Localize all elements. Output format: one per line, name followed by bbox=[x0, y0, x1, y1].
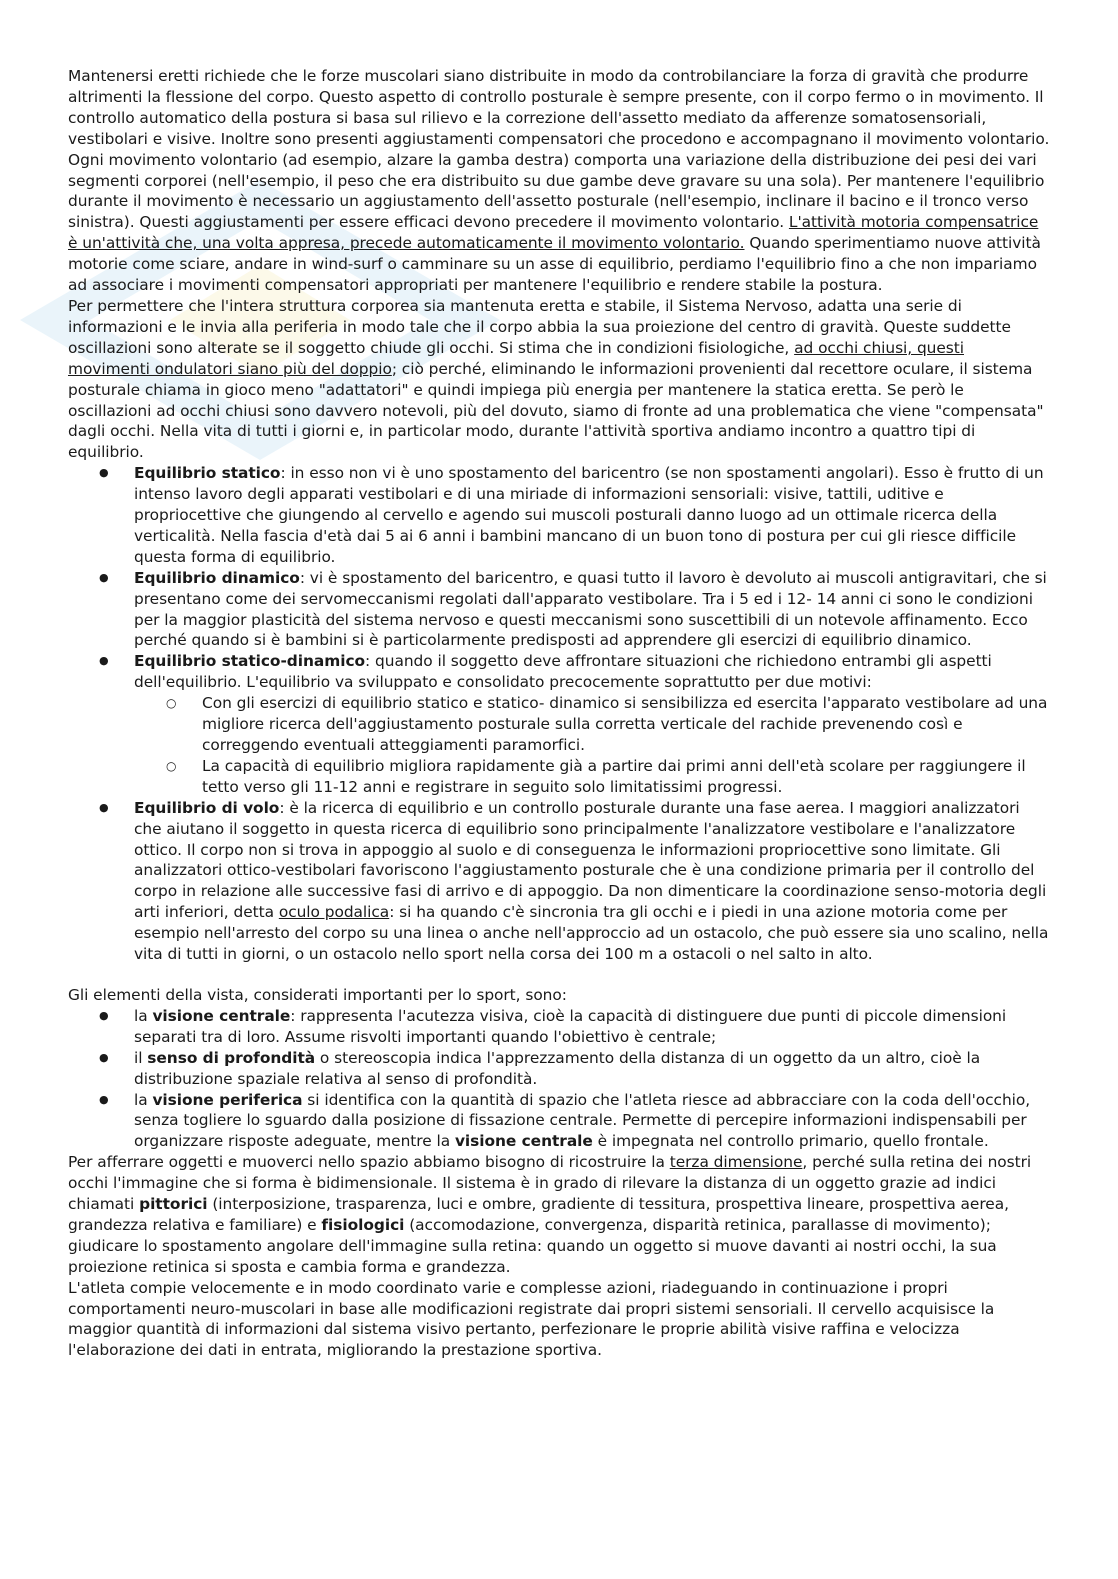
text-run: è impegnata nel controllo primario, quello frontale. bbox=[592, 1132, 989, 1151]
sublist-item: ○ Con gli esercizi di equilibrio statico e statico- dinamico si sensibilizza ed esercita l'apparato vestibolare ad una migliore ricerca dell'aggiustamento posturale sulla corretta verticale del rachide prevenendo così e correggendo eventuali atteggiamenti paramorfici. bbox=[202, 693, 1050, 756]
text-run: : vi è spostamento del baricentro, e quasi tutto il lavoro è devoluto ai muscoli antigravitari, che si presentano come dei servomeccanismi regolati dall'apparato vestibolare. Tra i 5 ed i 12- 14 anni ci sono le condizioni per la maggior plasticità del sistema nervoso e questi meccanismi sono suscettibili di un notevole affinamento. Ecco perché quando si è bambini si è particolarmente predisposti ad apprendere gli esercizi di equilibrio dinamico. bbox=[134, 568, 1047, 650]
text-run: : è la ricerca di equilibrio e un controllo posturale durante una fase aerea. I maggiori analizzatori che aiutano il soggetto in questa ricerca di equilibrio sono principalmente l'analizzatore vestibolare e l'analizzatore ottico. Il corpo non si trova in appoggio al suolo e di conseguenza le informazioni propriocettive sono limitate. Gli analizzatori ottico-vestibolari favoriscono l'aggiustamento posturale che è una condizione primaria per il controllo del corpo in relazione alle successive fasi di arrivo e di appoggio. Da non dimenticare la coordinazione senso-motoria degli arti inferiori, detta bbox=[134, 798, 1047, 922]
text-run: (interposizione, trasparenza, luci e ombre, gradiente di tessitura, prospettiva lineare, prospettiva aerea, grandezza relativa e familiare) e bbox=[68, 1195, 1009, 1234]
term-bold: visione periferica bbox=[152, 1090, 303, 1109]
document-page bbox=[68, 66, 1050, 1361]
term-bold: Equilibrio statico bbox=[134, 464, 281, 483]
list-item-equilibrio-statico-dinamico bbox=[134, 651, 1050, 797]
paragraph-controllo-posturale: Mantenersi eretti richiede che le forze muscolari siano distribuite in modo da controbilanciare la forza di gravità che produrre altrimenti la flessione del corpo. Questo aspetto di controllo posturale è sempre presente, con il corpo fermo o in movimento. Il controllo automatico della postura si basa sul rilievo e la correzione dell'assetto mediato da afferenze somatosensoriali, vestibolari e visive. Inoltre sono presenti aggiustamenti compensatori che procedono e accompagnano il movimento volontario. bbox=[68, 67, 1050, 148]
equilibri-list bbox=[68, 463, 1050, 965]
sublist-item: ○ La capacità di equilibrio migliora rapidamente già a partire dai primi anni dell'età scolare per raggiungere il tetto verso gli 11-12 anni e registrare in seguito solo limitatissimi progressi. bbox=[202, 756, 1050, 798]
text-run: : in esso non vi è uno spostamento del baricentro (se non spostamenti angolari). Esso è frutto di un intenso lavoro degli apparati vestibolari e di una miriade di informazioni sensoriali: visive, tattili, uditive e propriocettive che giungendo al cervello e agendo sui muscoli posturali danno luogo ad un ottimale ricerca della verticalità. Nella fascia d'età dai 5 ai 6 anni i bambini mancano di un buon tono di postura per cui gli riesce difficile questa forma di equilibrio. bbox=[134, 464, 1044, 566]
text-run: si identifica con la quantità di spazio che l'atleta riesce ad abbracciare con la coda dell'occhio, senza togliere lo sguardo dalla posizione di fissazione centrale. Permette di percepire informazioni indispensabili per organizzare risposte adeguate, mentre la bbox=[134, 1090, 1031, 1151]
text-run: : quando il soggetto deve affrontare situazioni che richiedono entrambi gli aspetti dell'equilibrio. L'equilibrio va sviluppato e consolidato precocemente soprattutto per due motivi: bbox=[134, 652, 992, 692]
motivi-sublist bbox=[134, 693, 1050, 798]
text-run: ; ciò perché, eliminando le informazioni provenienti dal recettore oculare, il sistema posturale chiama in gioco meno "adattatori" e quindi impiega più energia per mantenere la statica eretta. Se però le oscillazioni ad occhi chiusi sono davvero notevoli, più del dovuto, siamo di fronte ad una problematica che viene "compensata" dagli occhi. Nella vita di tutti i giorni e, in particolar modo, durante l'attività sportiva andiamo incontro a quattro tipi di equilibrio. bbox=[68, 359, 1044, 462]
list-item-senso-di-profondita bbox=[134, 1048, 1050, 1090]
list-item-visione-centrale bbox=[134, 1006, 1050, 1048]
list-item-visione-periferica bbox=[134, 1090, 1050, 1153]
text-run: la bbox=[134, 1090, 153, 1109]
underlined-text: terza dimensione bbox=[669, 1153, 803, 1172]
term-bold: Equilibrio dinamico bbox=[134, 568, 300, 587]
term-bold: visione centrale bbox=[454, 1132, 593, 1151]
list-item-equilibrio-dinamico bbox=[134, 568, 1050, 652]
paragraph-terza-dimensione bbox=[68, 1152, 1050, 1277]
text-run: Ogni movimento volontario (ad esempio, alzare la gamba destra) comporta una variazione della distribuzione dei pesi dei vari segmenti corporei (nell'esempio, il peso che era distribuito su due gambe deve gravare su una sola). Per mantenere l'equilibrio durante il movimento è necessario un aggiustamento dell'assetto posturale (nell'esempio, inclinare il bacino e il tronco verso sinistra). Questi aggiustamenti per essere efficaci devono precedere il movimento volontario. bbox=[68, 150, 1045, 232]
text-run: o stereoscopia indica l'apprezzamento della distanza di un oggetto da un altro, cioè la distribuzione spaziale relativa al senso di profondità. bbox=[134, 1048, 981, 1088]
text-run: Per permettere che l'intera struttura corporea sia mantenuta eretta e stabile, il Sistema Nervoso, adatta una serie di informazioni e le invia alla periferia in modo tale che il corpo abbia la sua proiezione del centro di gravità. Queste suddette oscillazioni sono alterate se il soggetto chiude gli occhi. Si stima che in condizioni fisiologiche, bbox=[68, 296, 1011, 357]
text-run: il bbox=[134, 1048, 148, 1067]
text-run: : si ha quando c'è sincronia tra gli occhi e i piedi in una azione motoria come per esempio nell'arresto del corpo su una linea o anche nell'approccio ad un ostacolo, che può essere sia uno scalino, nella vita di tutti in giorni, o un ostacolo nello sport nella corsa dei 100 m a ostacoli o nel salto in alto. bbox=[134, 903, 1049, 964]
text-run: , perché sulla retina dei nostri occhi l'immagine che si forma è bidimensionale. Il sistema è in grado di rilevare la distanza di un oggetto grazie ad indici chiamati bbox=[68, 1153, 1032, 1214]
text-run: : rappresenta l'acutezza visiva, cioè la capacità di distinguere due punti di piccole dimensioni separati tra di loro. Assume risvolti importanti quando l'obiettivo è centrale; bbox=[134, 1006, 1007, 1046]
list-item-equilibrio-statico bbox=[134, 463, 1050, 568]
text-run: la bbox=[134, 1006, 153, 1025]
term-bold: Equilibrio statico-dinamico bbox=[134, 652, 366, 671]
term-bold: senso di profondità bbox=[147, 1048, 316, 1067]
spacer bbox=[68, 965, 1050, 985]
term-bold: Equilibrio di volo bbox=[134, 798, 280, 817]
paragraph-vista-intro: Gli elementi della vista, considerati importanti per lo sport, sono: bbox=[68, 985, 567, 1004]
underlined-text: ad occhi chiusi, questi movimenti ondulatori siano più del doppio bbox=[68, 338, 964, 378]
text-run: Quando sperimentiamo nuove attività motorie come sciare, andare in wind-surf o camminare su un asse di equilibrio, perdiamo l'equilibrio fino a che non impariamo ad associare i movimenti compensatori appropriati per mantenere l'equilibrio e rendere stabile la postura. bbox=[68, 234, 1041, 295]
paragraph-sistema-nervoso bbox=[68, 296, 1050, 463]
paragraph-movimento-volontario bbox=[68, 150, 1050, 296]
list-item-equilibrio-di-volo bbox=[134, 798, 1050, 965]
underlined-text: oculo podalica bbox=[278, 903, 390, 922]
text-run: (accomodazione, convergenza, disparità retinica, parallasse di movimento); giudicare lo spostamento angolare dell'immagine sulla retina: quando un oggetto si muove davanti ai nostri occhi, la sua proiezione retinica si sposta e cambia forma e grandezza. bbox=[68, 1215, 997, 1276]
underlined-text: L'attività motoria compensatrice è un'attività che, una volta appresa, precede automaticamente il movimento volontario. bbox=[68, 213, 1039, 253]
text-run: Per afferrare oggetti e muoverci nello spazio abbiamo bisogno di ricostruire la bbox=[68, 1153, 670, 1172]
term-bold: pittorici bbox=[139, 1195, 208, 1214]
term-bold: fisiologici bbox=[321, 1215, 405, 1234]
term-bold: visione centrale bbox=[152, 1006, 291, 1025]
paragraph-atleta: L'atleta compie velocemente e in modo coordinato varie e complesse azioni, riadeguando in continuazione i propri comportamenti neuro-muscolari in base alle modificazioni registrate dai propri sistemi sensoriali. Il cervello acquisisce la maggior quantità di informazioni dal sistema visivo pertanto, perfezionare le proprie abilità visive raffina e velocizza l'elaborazione dei dati in entrata, migliorando la prestazione sportiva. bbox=[68, 1278, 995, 1360]
vista-list bbox=[68, 1006, 1050, 1152]
